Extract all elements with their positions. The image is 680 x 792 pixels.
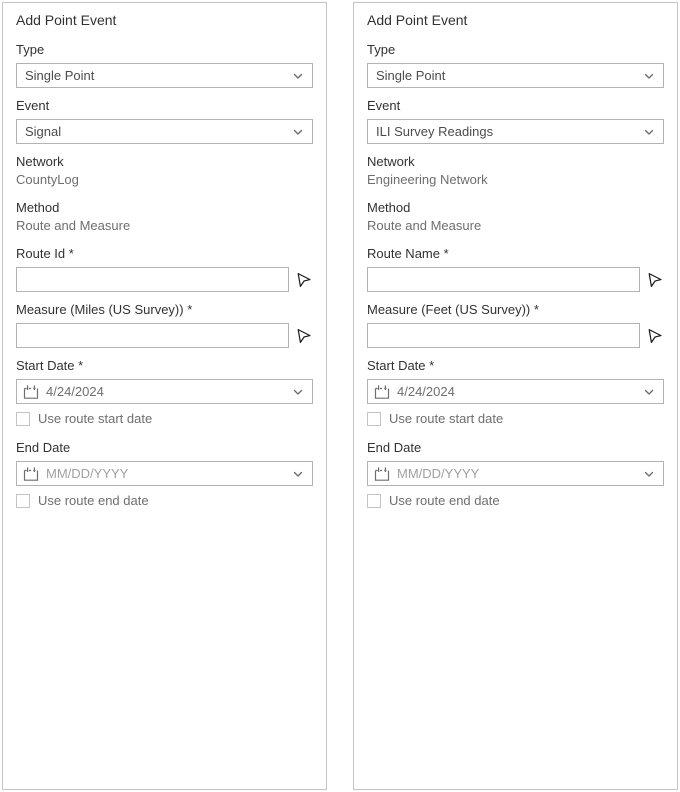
type-label: Type xyxy=(16,42,45,57)
end-date-placeholder: MM/DD/YYYY xyxy=(46,466,129,481)
measure-input[interactable] xyxy=(367,323,640,348)
page-title: Add Point Event xyxy=(367,12,468,28)
start-date-picker[interactable] xyxy=(367,379,664,404)
type-select[interactable] xyxy=(16,63,313,88)
measure-label: Measure (Feet (US Survey)) * xyxy=(367,302,539,317)
start-date-label: Start Date * xyxy=(16,358,84,373)
use-route-end-date-checkbox[interactable] xyxy=(16,494,30,508)
use-route-start-date-label: Use route start date xyxy=(38,411,153,426)
method-label: Method xyxy=(367,200,411,215)
map-pick-arrow-icon[interactable] xyxy=(644,270,664,290)
measure-label: Measure (Miles (US Survey)) * xyxy=(16,302,193,317)
route-id-label: Route Id * xyxy=(16,246,74,261)
end-date-label: End Date xyxy=(367,440,422,455)
type-select-value: Single Point xyxy=(25,68,95,83)
measure-input[interactable] xyxy=(16,323,289,348)
add-point-event-panel-left xyxy=(2,2,327,790)
chevron-down-icon xyxy=(292,386,304,398)
use-route-start-date-checkbox[interactable] xyxy=(367,412,381,426)
use-route-end-date-label: Use route end date xyxy=(38,493,149,508)
chevron-down-icon xyxy=(292,468,304,480)
route-name-input[interactable] xyxy=(367,267,640,292)
use-route-start-date-checkbox-row[interactable] xyxy=(367,411,664,427)
chevron-down-icon xyxy=(643,126,655,138)
chevron-down-icon xyxy=(643,70,655,82)
event-select-value: ILI Survey Readings xyxy=(376,124,494,139)
map-pick-arrow-icon[interactable] xyxy=(293,326,313,346)
route-name-label: Route Name * xyxy=(367,246,449,261)
add-point-event-panel-right xyxy=(353,2,678,790)
network-label: Network xyxy=(367,154,415,169)
event-select-value: Signal xyxy=(25,124,62,139)
use-route-end-date-label: Use route end date xyxy=(389,493,500,508)
map-pick-arrow-icon[interactable] xyxy=(293,270,313,290)
chevron-down-icon xyxy=(643,468,655,480)
network-label: Network xyxy=(16,154,64,169)
event-select[interactable] xyxy=(16,119,313,144)
map-pick-arrow-icon[interactable] xyxy=(644,326,664,346)
end-date-placeholder: MM/DD/YYYY xyxy=(397,466,480,481)
method-label: Method xyxy=(16,200,60,215)
use-route-end-date-checkbox-row[interactable] xyxy=(16,493,313,509)
event-label: Event xyxy=(367,98,401,113)
end-date-picker[interactable] xyxy=(16,461,313,486)
page-title: Add Point Event xyxy=(16,12,117,28)
network-value: Engineering Network xyxy=(367,172,488,187)
start-date-picker[interactable] xyxy=(16,379,313,404)
calendar-icon xyxy=(23,384,39,400)
event-select[interactable] xyxy=(367,119,664,144)
type-select-value: Single Point xyxy=(376,68,446,83)
end-date-picker[interactable] xyxy=(367,461,664,486)
use-route-end-date-checkbox[interactable] xyxy=(367,494,381,508)
calendar-icon xyxy=(374,384,390,400)
end-date-label: End Date xyxy=(16,440,71,455)
use-route-start-date-checkbox[interactable] xyxy=(16,412,30,426)
type-label: Type xyxy=(367,42,396,57)
use-route-end-date-checkbox-row[interactable] xyxy=(367,493,664,509)
use-route-start-date-checkbox-row[interactable] xyxy=(16,411,313,427)
method-value: Route and Measure xyxy=(367,218,482,233)
use-route-start-date-label: Use route start date xyxy=(389,411,504,426)
chevron-down-icon xyxy=(292,126,304,138)
event-label: Event xyxy=(16,98,50,113)
start-date-label: Start Date * xyxy=(367,358,435,373)
chevron-down-icon xyxy=(292,70,304,82)
method-value: Route and Measure xyxy=(16,218,131,233)
route-id-input[interactable] xyxy=(16,267,289,292)
calendar-icon xyxy=(374,466,390,482)
type-select[interactable] xyxy=(367,63,664,88)
start-date-value: 4/24/2024 xyxy=(397,384,455,399)
calendar-icon xyxy=(23,466,39,482)
chevron-down-icon xyxy=(643,386,655,398)
network-value: CountyLog xyxy=(16,172,79,187)
start-date-value: 4/24/2024 xyxy=(46,384,104,399)
